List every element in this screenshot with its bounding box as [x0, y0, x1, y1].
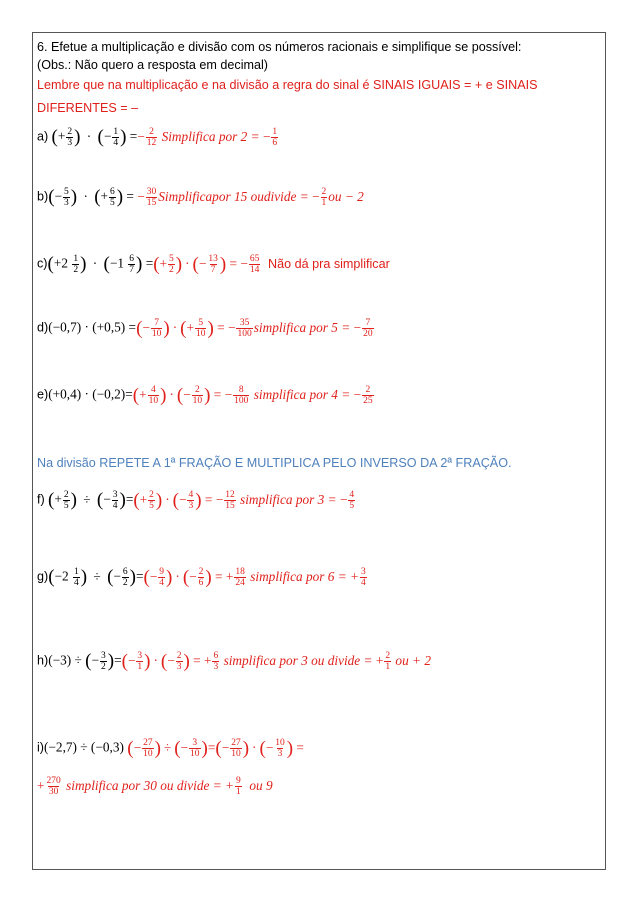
parenthesis: ( [127, 737, 134, 759]
fraction [168, 254, 175, 275]
fraction-numerator: 2 [321, 187, 327, 197]
fraction-numerator: 3 [101, 651, 106, 661]
item-h-note: simplifica por 3 ou divide = [223, 652, 373, 668]
fraction [148, 385, 160, 406]
fraction-numerator: 7 [154, 318, 160, 328]
fraction [187, 490, 194, 511]
fraction-denominator: 1 [137, 662, 143, 672]
parenthesis: ( [192, 253, 199, 275]
fraction-denominator: 10 [143, 749, 153, 759]
parenthesis: ) [74, 126, 81, 148]
fraction-numerator: 6 [110, 187, 115, 197]
fraction-denominator: 24 [235, 578, 245, 588]
parenthesis: ) [120, 126, 127, 148]
parenthesis: ( [121, 650, 128, 672]
fraction [73, 567, 80, 588]
solution-steps: − $\frac{2}{12}$ Simplifica por 2 = − $\frac{1}{6}$ [137, 127, 278, 148]
parenthesis: ( [259, 737, 266, 759]
fraction-denominator: 6 [272, 138, 278, 148]
item-e-label: e) [37, 387, 49, 402]
fraction [148, 490, 155, 511]
fraction-denominator: 3 [277, 749, 283, 759]
parenthesis: ) [286, 737, 294, 759]
parenthesis: ( [107, 566, 114, 588]
operator: · [86, 128, 92, 144]
parenthesis: ) [107, 650, 115, 672]
operator: · [252, 739, 257, 755]
item-c: c)(+2 $\frac{1}{2}$ ) · (−1 $\frac{6}{7}$ ) =(+ $\frac{5}{2}$ ) · (− $\frac{13}{7}$ ) = − $\frac{65}{14}$ Não dá pra simplificar [37, 253, 390, 275]
parenthesis: ) [242, 737, 250, 759]
expression-text: 2 [62, 568, 69, 584]
fraction [384, 651, 391, 672]
fraction [207, 254, 219, 275]
solution-steps: (+ $\frac{5}{2}$ ) · (− $\frac{13}{7}$ ) = − $\frac{65}{14}$ Não dá pra simplificar [153, 253, 390, 275]
fraction-numerator: 30 [146, 187, 157, 197]
item-i-continuation [37, 776, 604, 797]
parenthesis: ) [80, 566, 88, 588]
fraction-denominator: 2 [73, 265, 79, 275]
operator: · [153, 652, 158, 668]
fraction-denominator: 30 [48, 787, 59, 797]
item-d-label: d) [37, 320, 49, 335]
solution-steps: − $\frac{30}{15}$ Simplificapor 15 oudivide = − $\frac{2}{1}$ ou − 2 [137, 187, 364, 208]
fraction-denominator: 3 [64, 198, 69, 208]
item-i [37, 738, 604, 759]
fraction [192, 385, 204, 406]
fraction-denominator: 4 [361, 578, 366, 588]
item-f-label: f) [37, 492, 45, 507]
fraction-denominator: 5 [110, 198, 115, 208]
expression-text: ou − 2 [328, 188, 364, 204]
parenthesis: ) [144, 650, 151, 672]
fraction-denominator: 1 [235, 787, 241, 797]
fraction [234, 567, 246, 588]
solution-steps: (− $\frac{3}{1}$ ) · (− $\frac{2}{3}$ ) = + $\frac{6}{3}$ simplifica por 3 ou divide = + $\frac{2}{1}$ ou + 2 [121, 650, 431, 672]
fraction-numerator: 27 [231, 738, 241, 748]
parenthesis: ) [160, 384, 167, 406]
parenthesis: ) [129, 566, 136, 588]
fraction-numerator: 4 [150, 385, 156, 395]
item-f: f) (+ $\frac{2}{5}$ ) ÷ (− $\frac{3}{4}$ )=(+ $\frac{2}{5}$ ) · (− $\frac{4}{3}$ ) = − $\frac{12}{15}$ simplifica por 3 = − $\frac{4}{5}$ [37, 489, 355, 511]
parenthesis: ) [136, 253, 143, 275]
parenthesis: ) [116, 186, 124, 208]
sign-rule-line-2: DIFERENTES = – [37, 101, 139, 115]
parenthesis: ( [180, 317, 187, 339]
fraction [212, 651, 219, 672]
fraction [195, 318, 207, 339]
operator: ÷ [163, 739, 172, 755]
item-h: h)(−3) ÷ (− $\frac{3}{2}$ )=(− $\frac{3}{1}$ ) · (− $\frac{2}{3}$ ) = + $\frac{6}{3}$ simplifica por 3 ou divide = + $\frac{2}{1}$ ou + 2 [37, 650, 431, 672]
fraction [230, 738, 242, 759]
fraction-denominator: 20 [363, 329, 373, 339]
expression-text: (−0,7) · (+0,5) = [48, 319, 137, 335]
parenthesis: ( [103, 253, 110, 275]
fraction-numerator: 9 [235, 776, 241, 786]
solution-steps: + $\frac{270}{30}$ simplifica por 30 ou divide = + $\frac{9}{1}$ ou 9 [37, 776, 273, 797]
fraction-numerator: 8 [238, 385, 244, 395]
fraction-numerator: 3 [192, 738, 198, 748]
fraction [362, 318, 374, 339]
parenthesis: ( [143, 566, 150, 588]
fraction-numerator: 2 [149, 127, 154, 137]
fraction-numerator: 6 [213, 651, 219, 661]
operator: · [185, 255, 190, 271]
exercise-obs: (Obs.: Não quero a resposta em decimal) [37, 58, 268, 72]
fraction [72, 254, 79, 275]
item-b: b)(− $\frac{5}{3}$ ) · (+ $\frac{6}{5}$ ) = − $\frac{30}{15}$ Simplificapor 15 oudivide = − $\frac{2}{1}$ ou − 2 [37, 186, 364, 208]
parenthesis: ( [215, 737, 222, 759]
fraction [271, 127, 278, 148]
fraction-numerator: 13 [208, 254, 218, 264]
parenthesis: ( [94, 186, 101, 208]
fraction [46, 776, 62, 797]
parenthesis: ) [70, 489, 77, 511]
item-b-note: Simplificapor 15 oudivide = [158, 188, 309, 204]
operator: ÷ [93, 568, 101, 584]
fraction [189, 738, 201, 759]
fraction-denominator: 100 [234, 396, 249, 406]
fraction-numerator: 5 [198, 318, 204, 328]
item-d-note: simplifica por 5 = [253, 319, 351, 335]
fraction-numerator: 2 [176, 651, 182, 661]
item-g-label: g) [37, 569, 49, 584]
fraction-numerator: 9 [159, 567, 165, 577]
fraction-denominator: 4 [113, 138, 119, 148]
fraction-numerator: 4 [349, 490, 355, 500]
item-c-note: Não dá pra simplificar [268, 256, 390, 271]
fraction-denominator: 6 [198, 578, 204, 588]
fraction-denominator: 3 [67, 138, 73, 148]
fraction-denominator: 10 [148, 396, 159, 406]
expression-text: (−2,7) ÷ (−0,3) [44, 739, 124, 755]
item-a-label: a) [37, 129, 49, 144]
fraction-numerator: 2 [149, 490, 154, 500]
parenthesis: ( [132, 384, 140, 406]
fraction-denominator: 10 [192, 396, 203, 406]
fraction-denominator: 3 [176, 662, 182, 672]
parenthesis: ) [80, 253, 87, 275]
fraction [109, 187, 116, 208]
fraction-numerator: 2 [385, 651, 391, 661]
fraction-denominator: 5 [149, 501, 154, 511]
fraction [321, 187, 328, 208]
parenthesis: ( [48, 489, 55, 511]
parenthesis: ) [70, 186, 78, 208]
parenthesis: ( [85, 650, 92, 672]
item-a-note: Simplifica por 2 = [161, 128, 260, 144]
fraction-denominator: 15 [225, 501, 235, 511]
fraction [176, 651, 183, 672]
fraction-numerator: 1 [73, 254, 79, 264]
parenthesis: ( [48, 186, 55, 208]
parenthesis: ( [160, 650, 168, 672]
fraction [158, 567, 165, 588]
fraction-denominator: 3 [188, 501, 194, 511]
fraction-denominator: 4 [159, 578, 165, 588]
item-e [37, 385, 604, 406]
fraction-numerator: 3 [112, 490, 118, 500]
fraction [146, 187, 158, 208]
parenthesis: ) [205, 566, 212, 588]
expression-text: 1 [117, 255, 124, 271]
fraction-numerator: 2 [67, 127, 73, 137]
fraction [360, 567, 367, 588]
fraction-denominator: 14 [249, 265, 260, 275]
operator: · [83, 188, 88, 204]
item-b-label: b) [37, 189, 49, 204]
fraction-numerator: 2 [365, 385, 371, 395]
fraction-numerator: 1 [74, 567, 79, 577]
fraction [151, 318, 163, 339]
fraction [112, 490, 119, 511]
fraction-numerator: 5 [169, 254, 174, 264]
parenthesis: ( [182, 566, 190, 588]
fraction-denominator: 5 [349, 501, 355, 511]
fraction-denominator: 10 [195, 329, 206, 339]
parenthesis: ) [201, 737, 208, 759]
parenthesis: ) [155, 489, 163, 511]
fraction-numerator: 2 [63, 490, 69, 500]
division-rule-note: Na divisão REPETE A 1ª FRAÇÃO E MULTIPLICA PELO INVERSO DA 2ª FRAÇÃO. [37, 456, 512, 470]
parenthesis: ) [195, 489, 202, 511]
fraction [274, 738, 286, 759]
item-d [37, 318, 604, 339]
fraction [233, 385, 249, 406]
fraction-numerator: 12 [225, 490, 235, 500]
fraction [128, 254, 135, 275]
fraction-numerator: 3 [137, 651, 143, 661]
fraction-denominator: 2 [122, 578, 128, 588]
fraction-denominator: 10 [190, 749, 200, 759]
fraction [100, 651, 107, 672]
operator: · [92, 255, 98, 271]
fraction-denominator: 1 [385, 662, 391, 672]
item-a: a) (+ $\frac{2}{3}$ ) · (− $\frac{1}{4}$ ) =− $\frac{2}{12}$ Simplifica por 2 = − $\frac{1}{6}$ [37, 126, 278, 148]
operator: ÷ [83, 491, 91, 507]
fraction [235, 776, 242, 797]
parenthesis: ( [153, 253, 160, 275]
item-f-note: simplifica por 3 = [240, 491, 337, 507]
expression-text: ou + 2 [395, 652, 431, 668]
parenthesis: ) [154, 737, 161, 759]
fraction [198, 567, 205, 588]
parenthesis: ) [207, 317, 214, 339]
fraction-numerator: 7 [365, 318, 371, 328]
operator: · [169, 386, 174, 402]
fraction-denominator: 5 [63, 501, 69, 511]
expression-text: (−3) ÷ [48, 652, 82, 668]
parenthesis: ) [175, 253, 183, 275]
parenthesis: ) [166, 566, 173, 588]
parenthesis: ( [136, 317, 143, 339]
item-c-label: c) [37, 256, 48, 271]
fraction-numerator: 270 [46, 776, 61, 786]
operator: · [172, 319, 178, 335]
fraction-numerator: 2 [198, 567, 204, 577]
solution-steps: (+ $\frac{2}{5}$ ) · (− $\frac{4}{3}$ ) = − $\frac{12}{15}$ simplifica por 3 = − $\frac{4}{5}$ [133, 489, 355, 511]
fraction-denominator: 2 [169, 265, 174, 275]
parenthesis: ( [176, 384, 184, 406]
fraction-numerator: 5 [64, 187, 69, 197]
parenthesis: ) [204, 384, 211, 406]
expression-text: 2 [61, 255, 68, 271]
sign-rule-line-1: Lembre que na multiplicação e na divisão a regra do sinal é SINAIS IGUAIS = + e SINAIS [37, 78, 538, 92]
parenthesis: ) [183, 650, 190, 672]
item-i-label: i) [37, 740, 44, 755]
fraction-denominator: 10 [231, 749, 241, 759]
fraction-denominator: 4 [74, 578, 79, 588]
operator: · [165, 491, 170, 507]
fraction-numerator: 27 [143, 738, 153, 748]
parenthesis: ( [51, 126, 58, 148]
parenthesis: ( [47, 253, 54, 275]
fraction-denominator: 25 [363, 396, 373, 406]
item-g-note: simplifica por 6 = + [250, 568, 360, 584]
fraction-denominator: 7 [210, 265, 216, 275]
parenthesis: ) [163, 317, 170, 339]
fraction-denominator: 7 [129, 265, 135, 275]
operator: · [175, 568, 180, 584]
solution-steps: (− $\frac{9}{4}$ ) · (− $\frac{2}{6}$ ) = + $\frac{18}{24}$ simplifica por 6 = + $\frac{3}{4}$ [143, 566, 366, 588]
fraction [249, 254, 261, 275]
fraction [348, 490, 355, 511]
item-i-note: simplifica por 30 ou divide = + [66, 777, 234, 793]
fraction-numerator: 1 [113, 127, 119, 137]
fraction-denominator: 15 [146, 198, 157, 208]
fraction-numerator: 6 [129, 254, 135, 264]
fraction-denominator: 12 [146, 138, 157, 148]
item-h-label: h) [37, 653, 49, 668]
expression-text: (+0,4) · (−0,2)= [48, 386, 133, 402]
fraction-numerator: 6 [122, 567, 128, 577]
fraction [66, 127, 73, 148]
fraction-denominator: 3 [213, 662, 219, 672]
fraction [236, 318, 252, 339]
fraction-denominator: 4 [112, 501, 118, 511]
parenthesis: ( [174, 737, 181, 759]
parenthesis: ( [96, 489, 104, 511]
item-g: g)(−2 $\frac{1}{4}$ ) ÷ (− $\frac{6}{2}$ )=(− $\frac{9}{4}$ ) · (− $\frac{2}{6}$ ) = + $\frac{18}{24}$ simplifica por 6 = + $\frac{3}{4}$ [37, 566, 366, 588]
fraction-numerator: 2 [195, 385, 200, 395]
fraction-denominator: 2 [101, 662, 106, 672]
parenthesis: ( [97, 126, 104, 148]
fraction-numerator: 4 [188, 490, 194, 500]
solution-steps: (+ $\frac{4}{10}$ ) · (− $\frac{2}{10}$ ) = − $\frac{8}{100}$ simplifica por 4 = − $\frac{2}{25}$ [132, 384, 373, 406]
fraction-denominator: 1 [321, 198, 327, 208]
fraction-denominator: 100 [237, 329, 252, 339]
expression-text: ou 9 [249, 777, 273, 793]
fraction-denominator: 10 [151, 329, 162, 339]
fraction [112, 127, 119, 148]
fraction-numerator: 3 [361, 567, 366, 577]
parenthesis: ) [119, 489, 126, 511]
solution-steps: (− $\frac{7}{10}$ ) · (+ $\frac{5}{10}$ ) = − $\frac{35}{100}$ simplifica por 5 = − $\frac{7}{20}$ [136, 317, 373, 339]
fraction [63, 187, 70, 208]
fraction [63, 490, 70, 511]
fraction-numerator: 65 [249, 254, 260, 264]
parenthesis: ( [172, 489, 179, 511]
fraction [224, 490, 236, 511]
fraction [146, 127, 158, 148]
parenthesis: ) [219, 253, 227, 275]
solution-steps: (− $\frac{27}{10}$ ) ÷ (− $\frac{3}{10}$ )=(− $\frac{27}{10}$ ) · (− $\frac{10}{3}$ ) = [127, 737, 304, 759]
fraction [122, 567, 129, 588]
fraction [142, 738, 154, 759]
parenthesis: ( [48, 566, 55, 588]
fraction [362, 385, 374, 406]
fraction-numerator: 1 [272, 127, 278, 137]
fraction-numerator: 35 [239, 318, 250, 328]
fraction-numerator: 18 [235, 567, 245, 577]
parenthesis: ( [133, 489, 140, 511]
fraction [136, 651, 143, 672]
exercise-title: 6. Efetue a multiplicação e divisão com os números racionais e simplifique se possível: [37, 40, 522, 54]
item-e-note: simplifica por 4 = [253, 386, 351, 402]
fraction-numerator: 10 [275, 738, 285, 748]
